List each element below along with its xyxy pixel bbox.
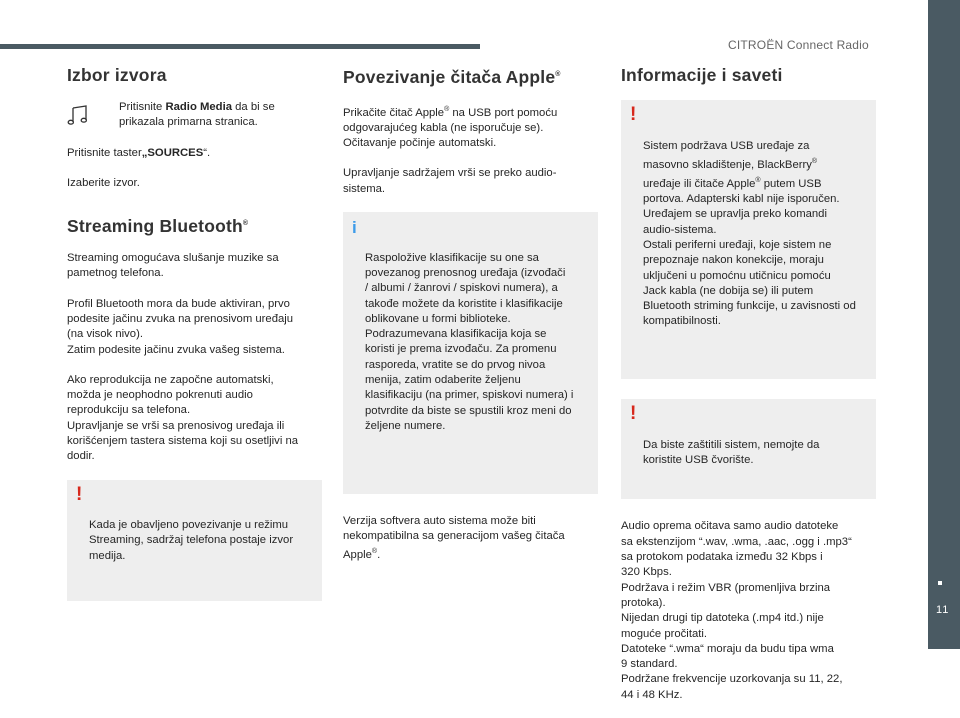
page-marker xyxy=(938,581,942,585)
page-number: 11 xyxy=(936,604,950,616)
apple-control-text: Upravljanje sadržajem vrši se preko audio- sistema. xyxy=(343,167,557,195)
warning-text: Kada je obavljeno povezivanje u režimu Streaming, sadržaj telefona postaje izvor medija. xyxy=(89,519,294,562)
info-icon: i xyxy=(352,218,357,238)
warning-text-usb: Sistem podržava USB uređaje za masovno skladištenje, BlackBerry® uređaje ili čitače Apple® putem USB portova. Adapterski kabl nije isporučen. Uređajem se upravlja preko komandi audio-sistema. Ostali periferni uređaji, koje sistem ne prepoznaje nakon konekcije, moraju uključeni u pomoćnu utičnicu pomoću Jack kabla (ne dobija se) ili putem Bluetooth striming funkcije, u zavisnosti od kompatibilnosti. xyxy=(643,139,856,328)
warning-icon: ! xyxy=(630,104,637,125)
warning-box-usb xyxy=(621,100,876,379)
select-source-text: Izaberite izvor. xyxy=(67,176,140,189)
header-bar xyxy=(0,44,480,49)
radio-media-text: Pritisnite Radio Media da bi se prikazala primarna stranica. xyxy=(119,101,275,129)
section-title-sources: Izbor izvora xyxy=(67,65,167,85)
radio-media-note xyxy=(67,100,322,131)
section-title-apple: Povezivanje čitača Apple® xyxy=(343,66,561,87)
apple-compat-text: Verzija softvera auto sistema može biti nekompatibilna sa generacijom vašeg čitača Apple®. xyxy=(343,514,565,561)
column-apple xyxy=(343,62,598,578)
bluetooth-profile: Profil Bluetooth mora da bude aktiviran, prvo podesite jačinu zvuka na prenosivom uređaju (na visok nivo). Zatim podesite jačinu zvuka vašeg sistema. xyxy=(67,297,294,356)
section-title-info: Informacije i saveti xyxy=(621,65,783,85)
brand-label: CITROËN Connect Radio xyxy=(728,38,869,52)
column-info xyxy=(621,62,876,718)
music-note-icon xyxy=(67,100,119,130)
warning-icon: ! xyxy=(76,483,83,505)
bluetooth-intro: Streaming omogućava slušanje muzike sa pametnog telefona. xyxy=(67,252,279,280)
bluetooth-playback: Ako reprodukcija ne započne automatski, možda je neophodno pokrenuti audio reprodukciju sa telefona. Upravljanje se vrši sa prenosivog uređaja ili korišćenjem tastera sistema koji su osetljivi na dodir. xyxy=(67,373,299,463)
column-sources xyxy=(67,62,322,621)
warning-text-hub: Da biste zaštitili sistem, nemojte da koristite USB čvorište. xyxy=(643,438,820,466)
warning-box-streaming xyxy=(67,480,322,602)
apple-connect-text: Prikačite čitač Apple® na USB port pomoću odgovarajućeg kabla (ne isporučuje se). Očitavanje počinje automatski. xyxy=(343,105,558,150)
warning-icon: ! xyxy=(630,402,637,424)
section-title-bluetooth: Streaming Bluetooth® xyxy=(67,216,249,237)
audio-formats-text: Audio oprema očitava samo audio datoteke sa ekstenzijom “.wav, .wma, .aac, .ogg i .mp3“ sa protokom podataka između 32 Kbps i 320 Kbps. Podržava i režim VBR (promenljiva brzina protoka). Nijedan drugi tip datoteka (.mp4 itd.) nije moguće pročitati. Datoteke “.wma“ moraju da budu tipa wma 9 standard. Podržane frekvencije uzorkovanja su 11, 22, 44 i 48 KHz. xyxy=(621,520,852,701)
sources-instruction: Pritisnite taster„SOURCES“. xyxy=(67,146,211,159)
warning-box-hub xyxy=(621,399,876,499)
side-tab xyxy=(928,0,960,649)
info-text: Raspoložive klasifikacije su one sa povezanog prenosnog uređaja (izvođači / albumi / žanrovi / spiskovi numera), a takođe možete da koristite i klasifikacije oblikovane u formi biblioteke. Podrazumevana klasifikacija koja se koristi je prema izvođaču. Za promenu rasporeda, vratite se do prvog nivoa menija, zatim odaberite željenu klasifikaciju (na primer, spiskovi numera) i potvrdite da biste se spustili kroz meni do željene numere. xyxy=(365,251,574,432)
info-box-classifications xyxy=(343,212,598,493)
